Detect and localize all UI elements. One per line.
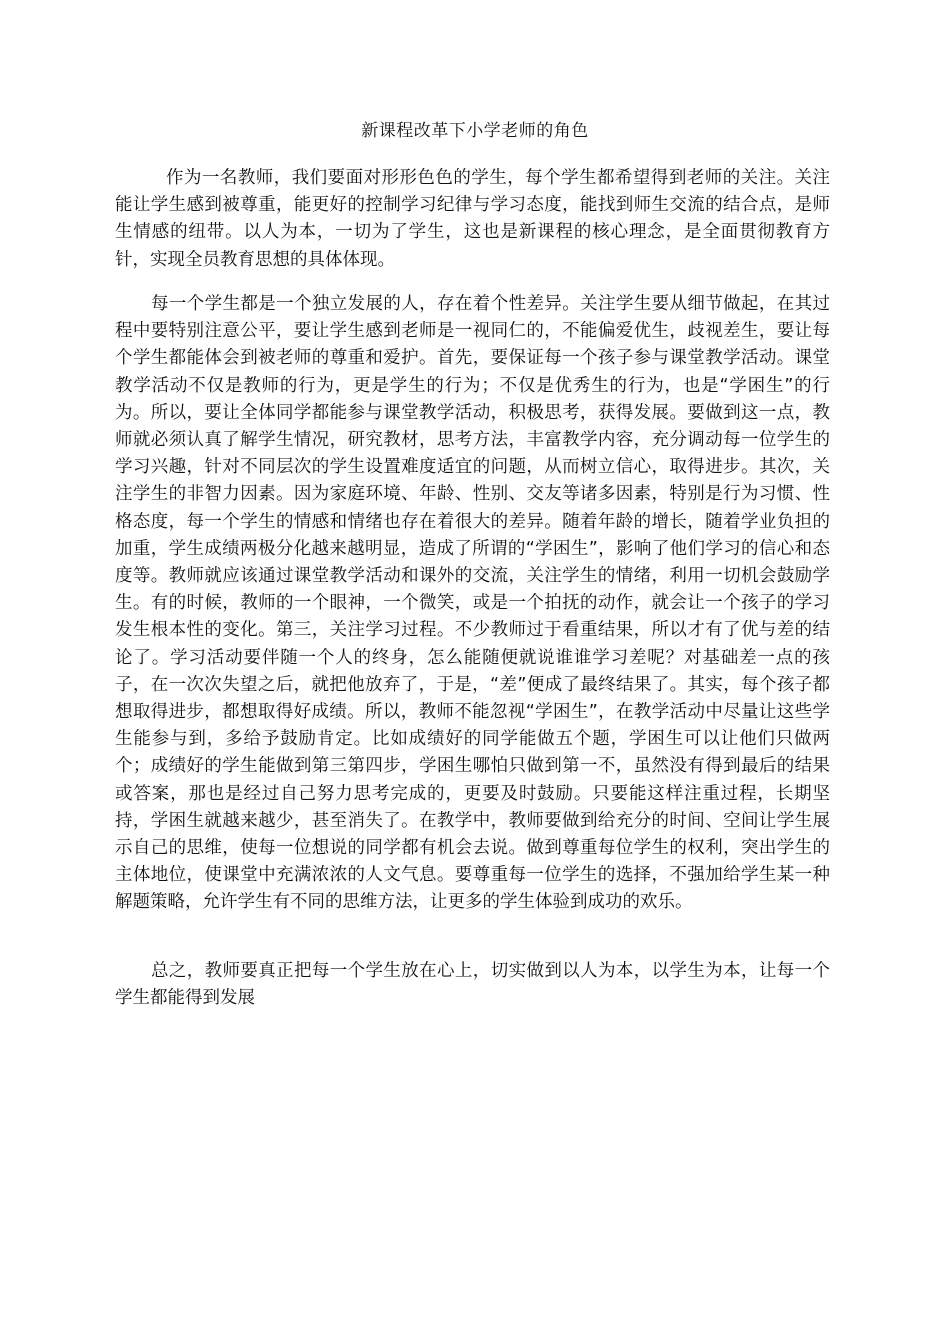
- paragraph-intro: 作为一名教师，我们要面对形形色色的学生，每个学生都希望得到老师的关注。关注能让学生感到被尊重，能更好的控制学习纪律与学习态度，能找到师生交流的结合点，是师生情感的纽带。以人为本，一切为了学生，这也是新课程的核心理念，是全面贯彻教育方针，实现全员教育思想的具体体现。: [115, 168, 830, 270]
- document-title: 新课程改革下小学老师的角色: [361, 121, 589, 141]
- paragraph-conclusion: 总之，教师要真正把每一个学生放在心上，切实做到以人为本，以学生为本，让每一个学生都能得到发展: [115, 961, 830, 1009]
- paragraph-body: 每一个学生都是一个独立发展的人，存在着个性差异。关注学生要从细节做起，在其过程中要特别注意公平，要让学生感到老师是一视同仁的，不能偏爱优生，歧视差生，要让每个学生都能体会到被老师的尊重和爱护。首先，要保证每一个孩子参与课堂教学活动。课堂教学活动不仅是教师的行为，更是学生的行为；不仅是优秀生的行为，也是“学困生”的行为。所以，要让全体同学都能参与课堂教学活动，积极思考，获得发展。要做到这一点，教师就必须认真了解学生情况，研究教材，思考方法，丰富教学内容，充分调动每一位学生的学习兴趣，针对不同层次的学生设置难度适宜的问题，从而树立信心，取得进步。其次，关注学生的非智力因素。因为家庭环境、年龄、性别、交友等诸多因素，特别是行为习惯、性格态度，每一个学生的情感和情绪也存在着很大的差异。随着年龄的增长，随着学业负担的加重，学生成绩两极分化越来越明显，造成了所谓的“学困生”，影响了他们学习的信心和态度等。教师就应该通过课堂教学活动和课外的交流，关注学生的情绪，利用一切机会鼓励学生。有的时候，教师的一个眼神，一个微笑，或是一个拍抚的动作，就会让一个孩子的学习发生根本性的变化。第三，关注学习过程。不少教师过于看重结果，所以才有了优与差的结论了。学习活动要伴随一个人的终身，怎么能随便就说谁谁学习差呢？对基础差一点的孩子，在一次次失望之后，就把他放弃了，于是，“差”便成了最终结果了。其实，每个孩子都想取得进步，都想取得好成绩。所以，教师不能忽视“学困生”，在教学活动中尽量让这些学生能参与到，多给予鼓励肯定。比如成绩好的同学能做五个题，学困生可以让他们只做两个；成绩好的学生能做到第三第四步，学困生哪怕只做到第一不，虽然没有得到最后的结果或答案，那也是经过自己努力思考完成的，更要及时鼓励。只要能这样注重过程，长期坚持，学困生就越来越少，甚至消失了。在教学中，教师要做到给充分的时间、空间让学生展示自己的思维，使每一位想说的同学都有机会去说。做到尊重每位学生的权利，突出学生的主体地位，使课堂中充满浓浓的人文气息。要尊重每一位学生的选择，不强加给学生某一种解题策略，允许学生有不同的思维方法，让更多的学生体验到成功的欢乐。: [115, 294, 830, 913]
